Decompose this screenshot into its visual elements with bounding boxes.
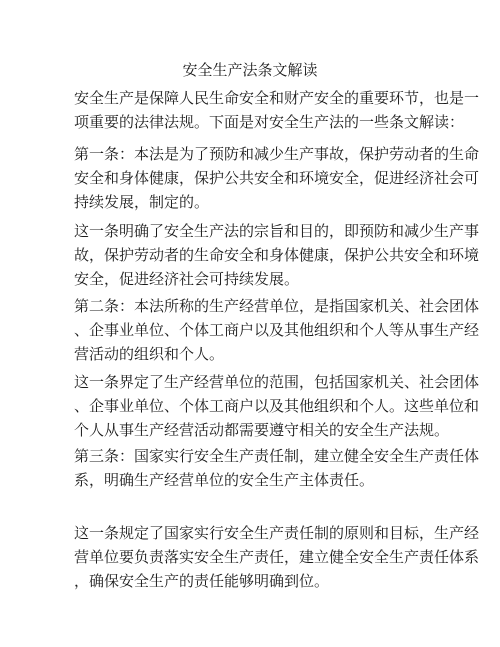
paragraph-line: 这一条界定了生产经营单位的范围，包括国家机关、社会团体	[74, 373, 480, 391]
article-2-interpretation	[74, 370, 479, 442]
article-3-interpretation	[74, 521, 479, 593]
document-title: 安全生产法条文解读	[182, 61, 318, 79]
paragraph-line: 、企事业单位、个体工商户以及其他组织和个人等从事生产经	[74, 321, 480, 339]
paragraph-line: 安全生产是保障人民生命安全和财产安全的重要环节，也是一	[74, 89, 480, 107]
paragraph-line: 故，保护劳动者的生命安全和身体健康，保护公共安全和环境	[74, 246, 480, 264]
paragraph-line: 持续发展，制定的。	[74, 193, 210, 211]
paragraph-line: 这一条规定了国家实行安全生产责任制的原则和目标，生产经	[74, 524, 480, 542]
article-3-paragraph	[74, 444, 479, 492]
paragraph-line: 这一条明确了安全生产法的宗旨和目的，即预防和减少生产事	[74, 222, 480, 240]
paragraph-line: 安全，促进经济社会可持续发展。	[74, 270, 300, 288]
paragraph-line: 营单位要负责落实安全生产责任，建立健全安全生产责任体系	[74, 548, 480, 566]
paragraph-line: 、企事业单位、个体工商户以及其他组织和个人。这些单位和	[74, 397, 480, 415]
intro-paragraph	[74, 86, 479, 134]
paragraph-line: 系，明确生产经营单位的安全生产主体责任。	[74, 471, 375, 489]
paragraph-line: 第三条：国家实行安全生产责任制，建立健全安全生产责任体	[74, 447, 480, 465]
paragraph-line: 第一条：本法是为了预防和减少生产事故，保护劳动者的生命	[74, 145, 480, 163]
paragraph-line: 安全和身体健康，保护公共安全和环境安全，促进经济社会可	[74, 169, 480, 187]
paragraph-line: 个人从事生产经营活动都需要遵守相关的安全生产法规。	[74, 421, 450, 439]
paragraph-line: 项重要的法律法规。下面是对安全生产法的一些条文解读：	[74, 113, 465, 131]
paragraph-line: 营活动的组织和个人。	[74, 345, 225, 363]
paragraph-line: 第二条：本法所称的生产经营单位，是指国家机关、社会团体	[74, 297, 480, 315]
article-1-paragraph	[74, 142, 479, 214]
article-2-paragraph	[74, 294, 479, 366]
article-1-interpretation	[74, 219, 479, 291]
paragraph-line: ，确保安全生产的责任能够明确到位。	[74, 572, 330, 590]
